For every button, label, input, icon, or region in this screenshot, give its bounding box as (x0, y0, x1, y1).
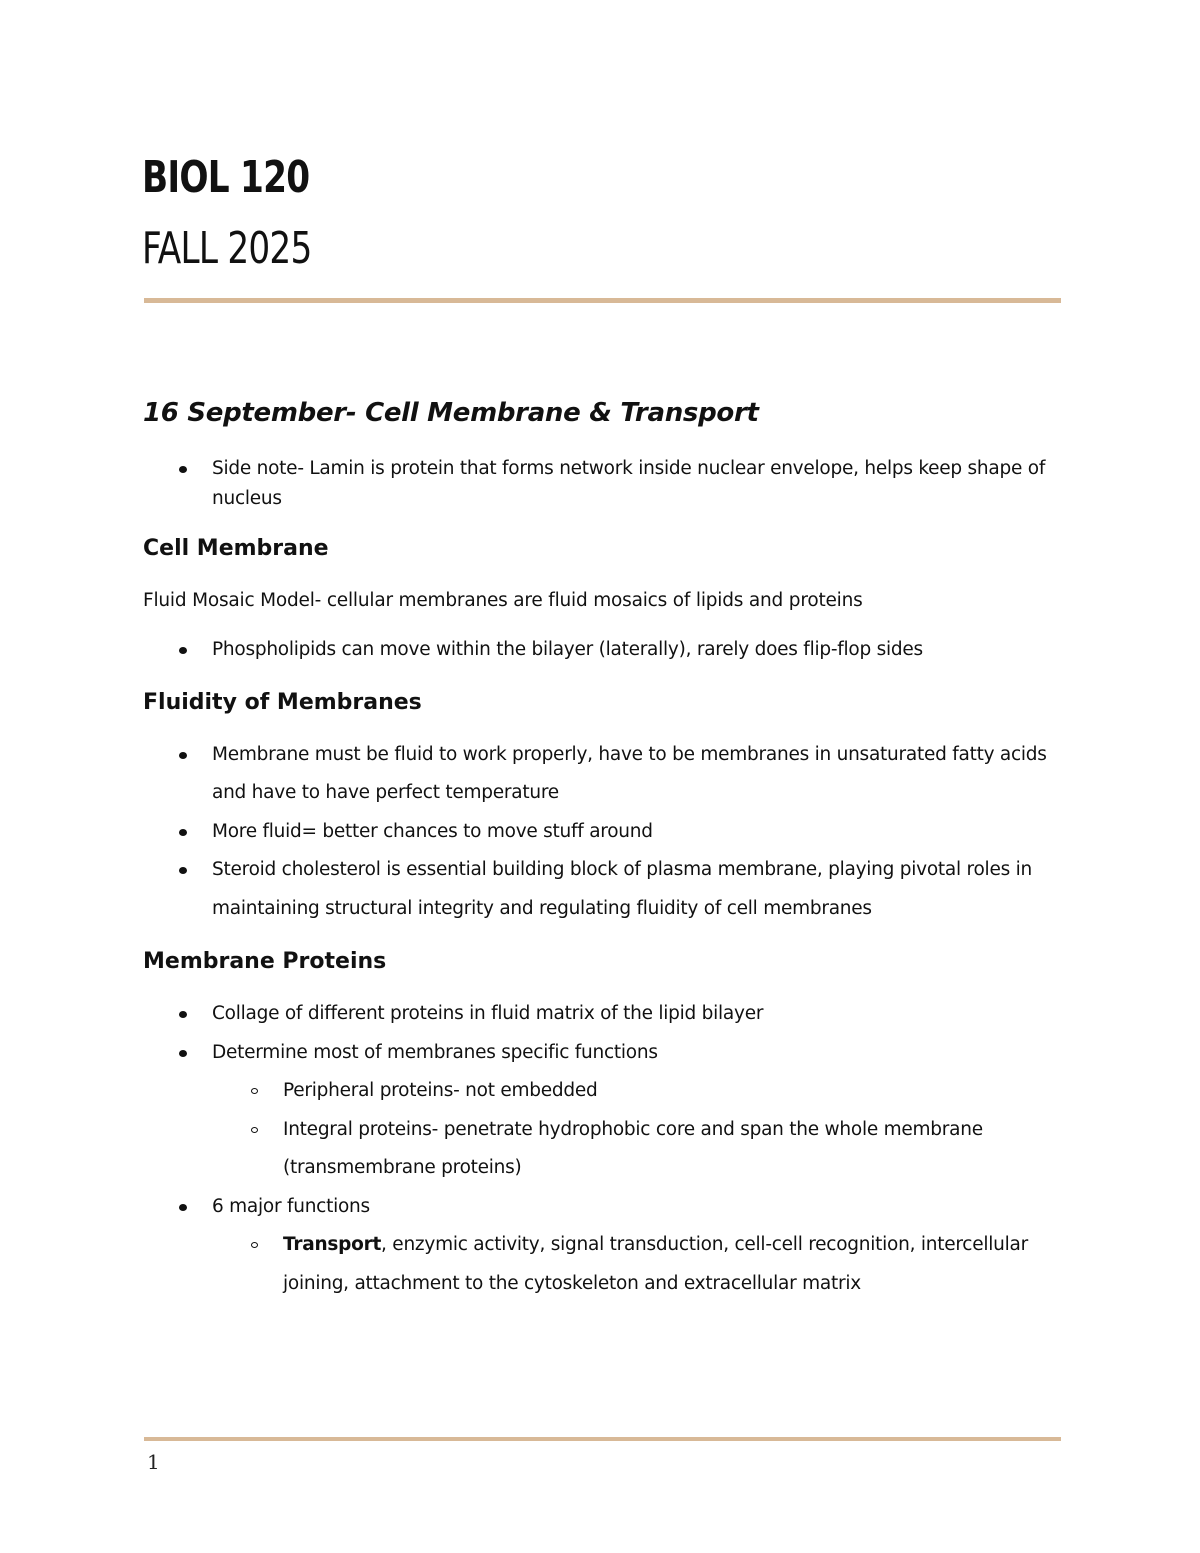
bullet-icon (179, 466, 187, 473)
bullet-icon (179, 1050, 187, 1057)
list-item-text: Steroid cholesterol is essential building block of plasma membrane, playing pivotal roles in maintaining structural integrity and regulating fluidity of cell membranes (212, 859, 1032, 919)
cell-membrane-list (143, 631, 1063, 670)
list-item (143, 631, 1063, 670)
protein-types-sublist (212, 1072, 1063, 1188)
term-title: FALL 2025 (142, 223, 312, 274)
hollow-bullet-icon (251, 1242, 258, 1248)
sublist-item-text: Integral proteins- penetrate hydrophobic core and span the whole membrane (transmembrane proteins) (283, 1118, 983, 1178)
list-item-text: Membrane must be fluid to work properly, have to be membranes in unsaturated fatty acids and have to have perfect temperature (212, 743, 1047, 803)
section-heading-membrane-proteins: Membrane Proteins (143, 949, 387, 974)
list-item (143, 995, 1063, 1034)
section-heading-cell-membrane: Cell Membrane (143, 536, 329, 561)
membrane-proteins-list (143, 995, 1063, 1303)
list-item (143, 454, 1063, 514)
major-functions-sublist (212, 1226, 1063, 1303)
bullet-icon (179, 1204, 187, 1211)
transport-term: Transport (283, 1234, 382, 1255)
list-item (143, 851, 1063, 928)
bullet-icon (179, 829, 187, 836)
list-item-text: Collage of different proteins in fluid matrix of the lipid bilayer (212, 1003, 764, 1024)
list-item (143, 736, 1063, 813)
section-heading-fluidity: Fluidity of Membranes (143, 689, 422, 715)
page-number: 1 (147, 1450, 160, 1474)
fluidity-list (143, 736, 1063, 929)
bullet-icon (179, 752, 187, 759)
side-note-text: Side note- Lamin is protein that forms network inside nuclear envelope, helps keep shape of nucleus (212, 458, 1046, 509)
bullet-icon (179, 867, 187, 874)
hollow-bullet-icon (251, 1127, 258, 1133)
header-divider (144, 298, 1061, 303)
list-item-text: More fluid= better chances to move stuff around (212, 820, 653, 842)
sublist-item (212, 1072, 1063, 1111)
sublist-item-text: Peripheral proteins- not embedded (283, 1080, 598, 1101)
functions-list-text: , enzymic activity, signal transduction, cell-cell recognition, intercellular joining, attachment to the cytoskeleton and extracellular matrix (283, 1234, 1028, 1294)
bullet-icon (179, 647, 187, 654)
list-item (143, 1034, 1063, 1188)
sublist-item (212, 1111, 1063, 1188)
lecture-heading: 16 September- Cell Membrane & Transport (143, 398, 759, 428)
fluid-mosaic-definition: Fluid Mosaic Model- cellular membranes are fluid mosaics of lipids and proteins (143, 590, 863, 611)
list-item-text: Determine most of membranes specific functions (212, 1041, 658, 1063)
sublist-item (212, 1226, 1063, 1303)
side-note-list (143, 454, 1063, 514)
footer-divider (144, 1437, 1061, 1441)
list-item-text: 6 major functions (212, 1195, 370, 1217)
list-item (143, 1188, 1063, 1304)
list-item (143, 813, 1063, 852)
list-item-text: Phospholipids can move within the bilayer (laterally), rarely does flip-flop sides (212, 639, 923, 660)
course-title: BIOL 120 (142, 152, 310, 203)
notes-body (143, 390, 1063, 1303)
hollow-bullet-icon (251, 1088, 258, 1094)
bullet-icon (179, 1011, 187, 1018)
